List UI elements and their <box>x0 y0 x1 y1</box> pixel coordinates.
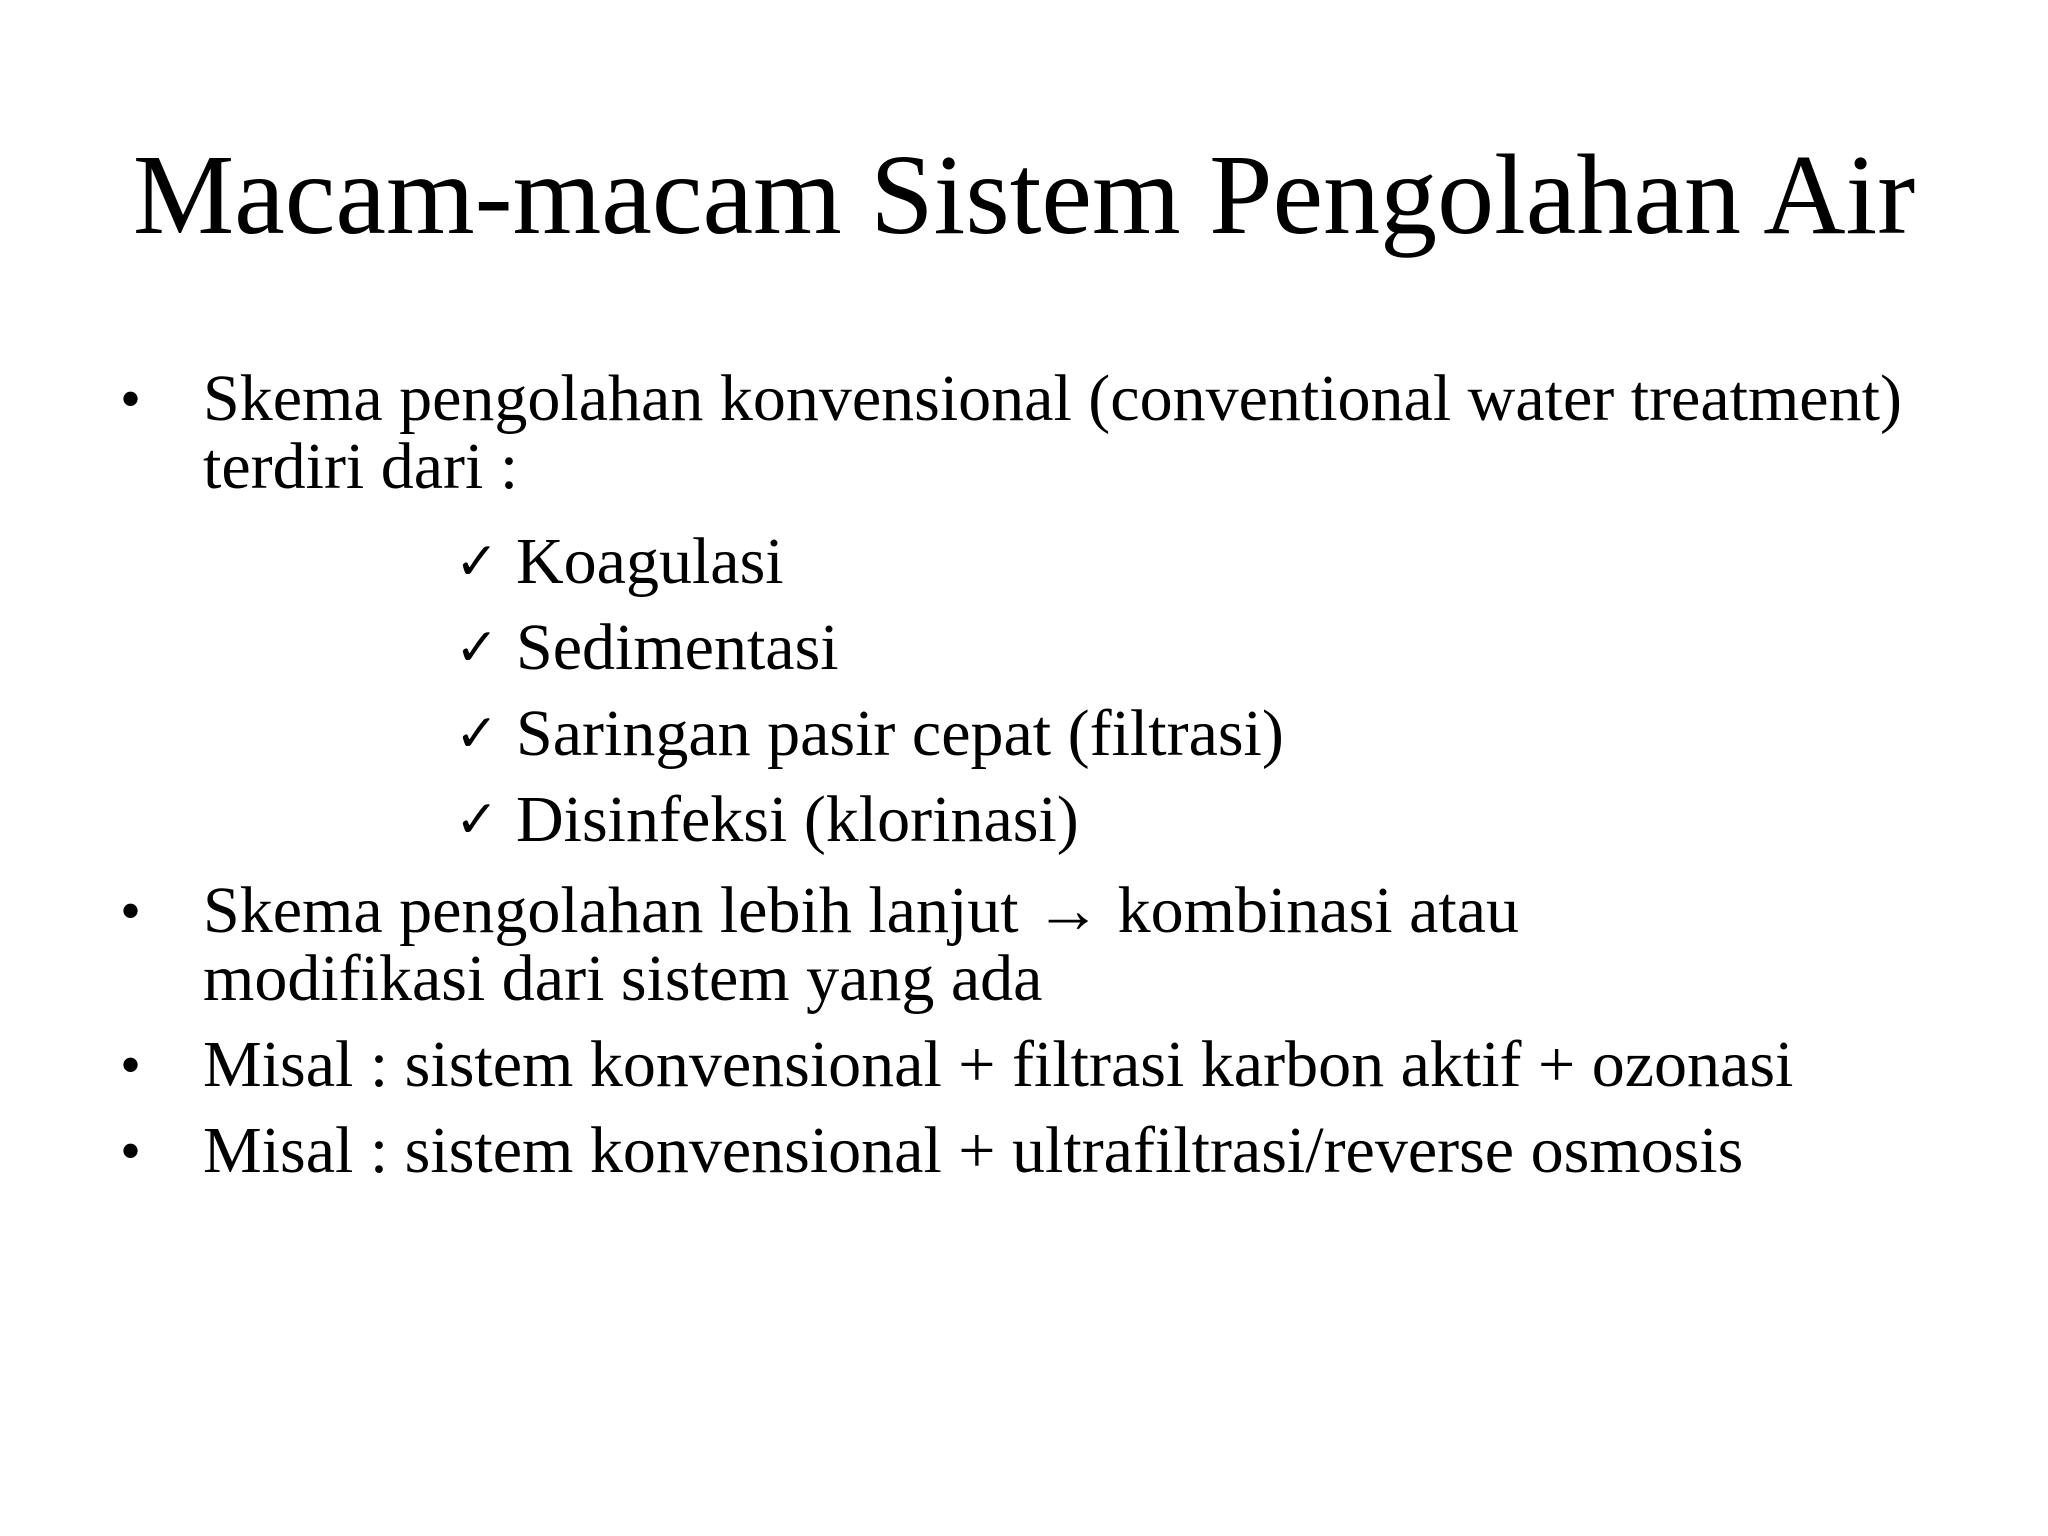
sub-list <box>120 519 2020 863</box>
checkmark-icon: ✓ <box>455 704 499 764</box>
checkmark-icon: ✓ <box>455 618 499 678</box>
sub-item-text: Saringan pasir cepat (filtrasi) <box>516 697 1284 770</box>
sub-item-text: Koagulasi <box>516 525 784 598</box>
bullet-icon: • <box>120 878 142 944</box>
bullet-item-example-1 <box>120 1028 2020 1101</box>
sub-item-sedimentasi <box>120 605 2020 691</box>
sub-item-koagulasi <box>120 519 2020 605</box>
bullet-text: Skema pengolahan lebih lanjut → kombinasi atau modifikasi dari sistem yang ada <box>203 874 1520 1015</box>
sub-item-disinfeksi <box>120 777 2020 863</box>
checkmark-icon: ✓ <box>455 790 499 850</box>
bullet-icon: • <box>120 1118 142 1184</box>
sub-item-text: Disinfeksi (klorinasi) <box>516 783 1079 856</box>
bullet-text: Misal : sistem konvensional + ultrafiltrasi/reverse osmosis <box>203 1114 1744 1187</box>
bullet-icon: • <box>120 1032 142 1098</box>
sub-item-filtrasi <box>120 691 2020 777</box>
bullet-item-conventional <box>120 362 2020 503</box>
slide-title: Macam-macam Sistem Pengolahan Air <box>132 131 1916 258</box>
bullet-icon: • <box>120 366 142 432</box>
checkmark-icon: ✓ <box>455 532 499 592</box>
bullet-text: Skema pengolahan konvensional (conventional water treatment) terdiri dari : <box>203 362 1902 503</box>
bullet-text: Misal : sistem konvensional + filtrasi karbon aktif + ozonasi <box>203 1028 1794 1101</box>
slide-content <box>120 362 2020 1203</box>
bullet-item-advanced <box>120 874 2020 1015</box>
sub-item-text: Sedimentasi <box>516 611 839 684</box>
bullet-item-example-2 <box>120 1114 2020 1187</box>
